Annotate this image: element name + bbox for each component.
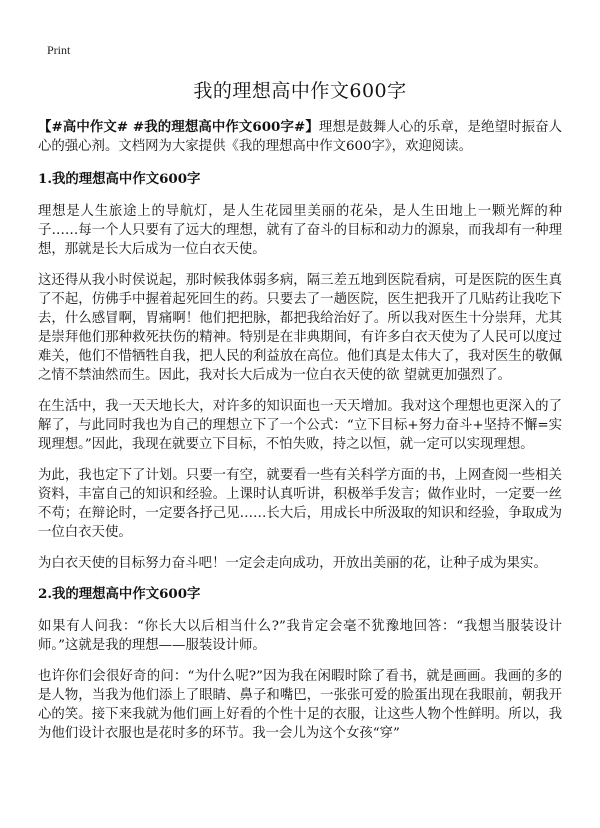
paragraph: 理想是人生旅途上的导航灯，是人生花园里美丽的花朵，是人生田地上一颗光辉的种子……每一个人只要有了远大的理想，就有了奋斗的目标和动力的源泉，而我却有一种理想，那就是长大后成为一位白衣天使。 bbox=[38, 204, 562, 257]
section-heading: 1.我的理想高中作文600字 bbox=[38, 171, 201, 187]
paragraph: 这还得从我小时侯说起，那时候我体弱多病，隔三差五地到医院看病，可是医院的医生真了不起，仿佛手中握着起死回生的药。只要去了一趟医院，医生把我开了几贴药让我吃下去，什么感冒啊，胃痛啊！他们把把脉，都把我给治好了。所以我对医生十分崇拜，尤其是崇拜他们那种救死扶伤的精神。特别是在非典期间，有许多白衣天使为了人民可以度过难关，他们不惜牺牲自我，把人民的利益放在高位。他们真是太伟大了，我对医生的敬佩之情不禁油然而生。因此，我对长大后成为一位白衣天使的欲 望就更加强烈了。 bbox=[38, 273, 562, 383]
section-heading: 2.我的理想高中作文600字 bbox=[38, 586, 201, 602]
article-title: 我的理想高中作文600字 bbox=[193, 80, 407, 102]
paragraph: 为此，我也定下了计划。只要一有空，就要看一些有关科学方面的书，上网查阅一些相关资料，丰富自己的知识和经验。上课时认真听讲，积极举手发言；做作业时，一定要一丝不苟；在辩论时，一定要各抒己见……长大后，用成长中所汲取的知识和经验，争取成为一位白衣天使。 bbox=[38, 468, 562, 540]
paragraph: 也许你们会很好奇的问：“为什么呢?”因为我在闲暇时除了看书，就是画画。我画的多的是人物，当我为他们添上了眼睛、鼻子和嘴巴，一张张可爱的脸蛋出现在我眼前，朝我开心的笑。接下来我就为他们画上好看的个性十足的衣服，让这些人物个性鲜明。所以，我为他们设计衣服也是花时多的环节。我一会儿为这个女孩“穿” bbox=[38, 669, 562, 741]
paragraph: 如果有人问我：“你长大以后相当什么?”我肯定会毫不犹豫地回答：“我想当服装设计师。”这就是我的理想——服装设计师。 bbox=[38, 619, 562, 653]
intro-text: 理想是鼓舞人心的乐章，是绝望时振奋人心的强心剂。文档网为大家提供《我的理想高中作文600字》，欢迎阅读。 bbox=[38, 120, 562, 154]
paragraph: 在生活中，我一天天地长大，对许多的知识面也一天天增加。我对这个理想也更深入的了解了，与此同时我也为自己的理想立下了一个公式：“立下目标+努力奋斗+坚持不懈=实现理想。”因此，我现在就要立下目标，不怕失败，持之以恒，就一定可以实现理想。 bbox=[38, 399, 562, 452]
paragraph: 为白衣天使的目标努力奋斗吧！一定会走向成功，开放出美丽的花，让种子成为果实。 bbox=[38, 556, 547, 571]
intro-paragraph bbox=[38, 118, 562, 156]
print-link[interactable]: Print bbox=[47, 43, 71, 57]
intro-tags: 【#高中作文# #我的理想高中作文600字#】 bbox=[38, 119, 319, 135]
article-body bbox=[38, 118, 562, 755]
